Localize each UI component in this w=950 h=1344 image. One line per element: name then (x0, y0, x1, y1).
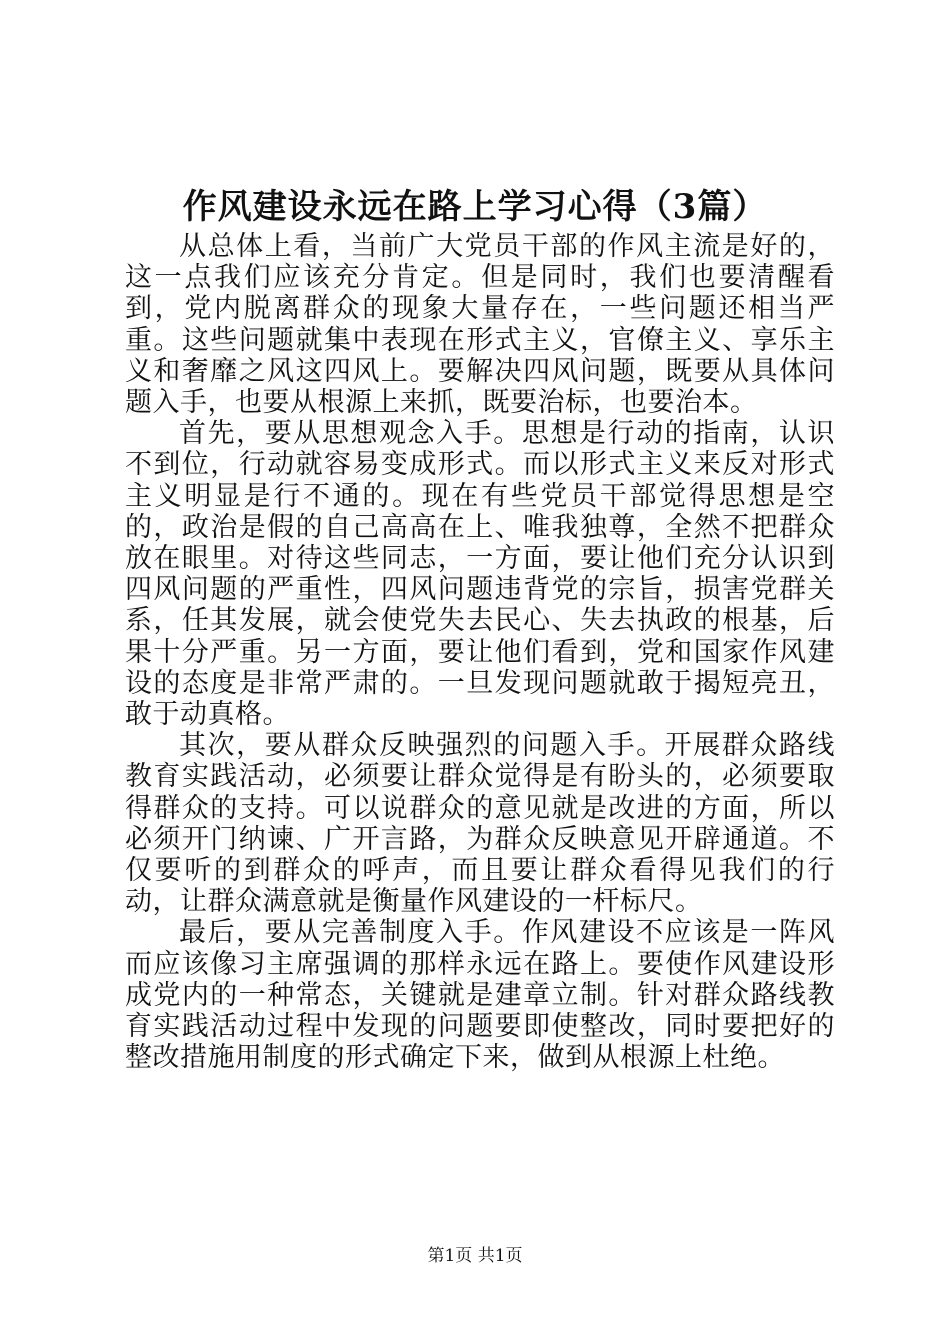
document-body (125, 231, 835, 1073)
page-footer: 第1页 共1页 (427, 1246, 523, 1266)
paragraph-1: 从总体上看，当前广大党员干部的作风主流是好的，这一点我们应该充分肯定。但是同时，我们也要清醒看到，党内脱离群众的现象大量存在，一些问题还相当严重。这些问题就集中表现在形式主义，官僚主义、享乐主义和奢靡之风这四风上。要解决四风问题，既要从具体问题入手，也要从根源上来抓，既要治标，也要治本。 (125, 231, 835, 419)
paragraph-3: 其次，要从群众反映强烈的问题入手。开展群众路线教育实践活动，必须要让群众觉得是有盼头的，必须要取得群众的支持。可以说群众的意见就是改进的方面，所以必须开门纳谏、广开言路，为群众反映意见开辟通道。不仅要听的到群众的呼声，而且要让群众看得见我们的行动，让群众满意就是衡量作风建设的一杆标尺。 (125, 730, 835, 918)
paragraph-2: 首先，要从思想观念入手。思想是行动的指南，认识不到位，行动就容易变成形式。而以形式主义来反对形式主义明显是行不通的。现在有些党员干部觉得思想是空的，政治是假的自己高高在上、唯我独尊，全然不把群众放在眼里。对待这些同志，一方面，要让他们充分认识到四风问题的严重性，四风问题违背党的宗旨，损害党群关系，任其发展，就会使党失去民心、失去执政的根基，后果十分严重。另一方面，要让他们看到，党和国家作风建设的态度是非常严肃的。一旦发现问题就敢于揭短亮丑，敢于动真格。 (125, 418, 835, 731)
paragraph-4: 最后，要从完善制度入手。作风建设不应该是一阵风而应该像习主席强调的那样永远在路上。要使作风建设形成党内的一种常态，关键就是建章立制。针对群众路线教育实践活动过程中发现的问题要即使整改，同时要把好的整改措施用制度的形式确定下来，做到从根源上杜绝。 (125, 917, 835, 1074)
document-title: 作风建设永远在路上学习心得（3篇） (182, 187, 768, 227)
